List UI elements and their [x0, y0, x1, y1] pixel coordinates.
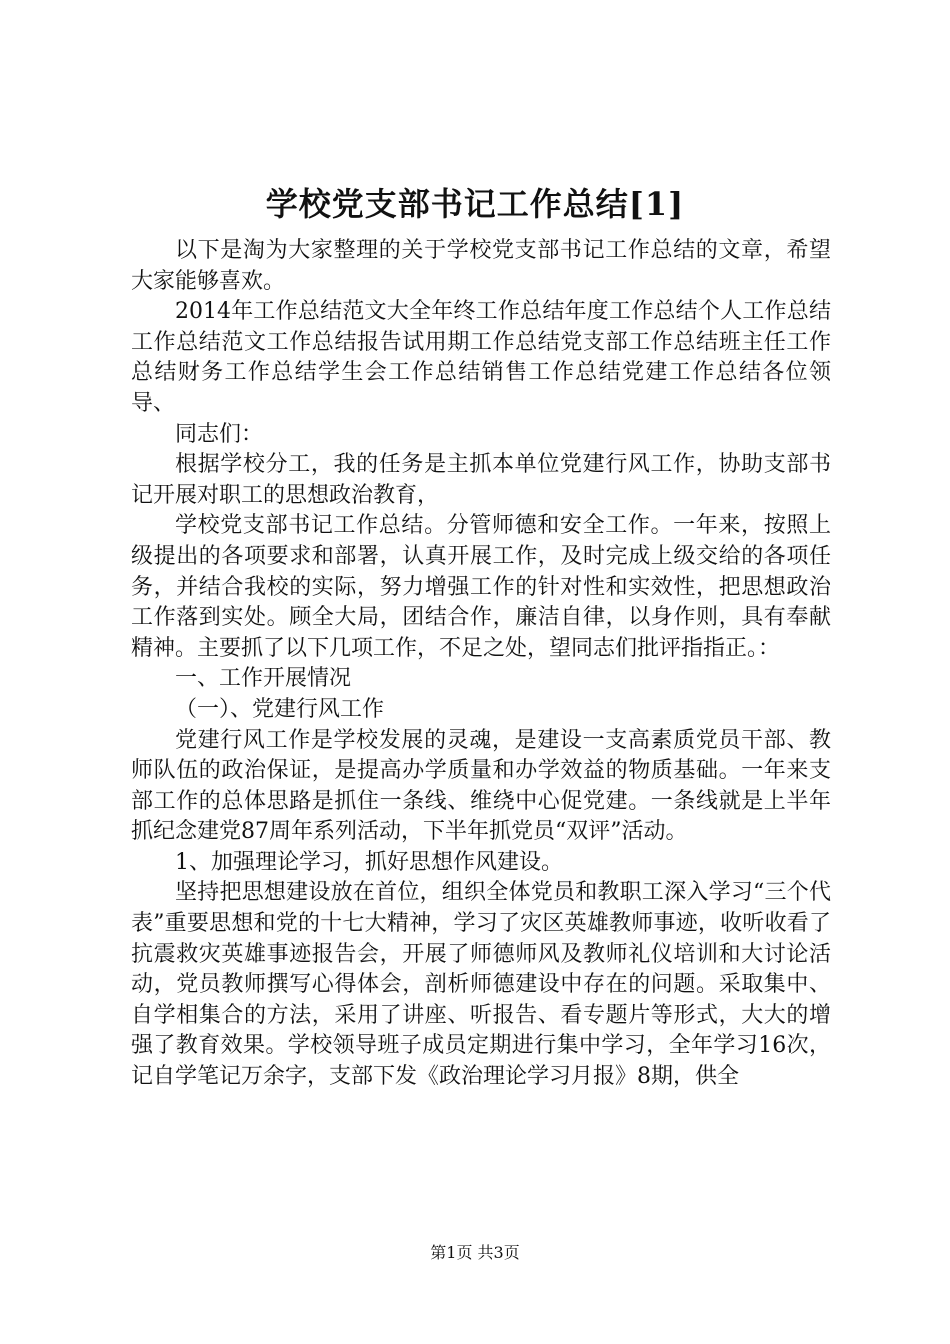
paragraph: 同志们：: [175, 421, 264, 447]
item-heading: 1、加强理论学习，抓好思想作风建设。: [175, 849, 563, 875]
paragraph: 坚持把思想建设放在首位，组织全体党员和教职工深入学习“三个代表”重要思想和党的十七大精神，学习了灾区英雄教师事迹，收听收看了抗震救灾英雄事迹报告会，开展了师德师风及教师礼仪培训和大讨论活动，党员教师撰写心得体会，剖析师德建设中存在的问题。采取集中、自学相集合的方法，采用了讲座、听报告、看专题片等形式，大大的增强了教育效果。学校领导班子成员定期进行集中学习，全年学习16次，记自学笔记万余字，支部下发《政治理论学习月报》8期，供全: [131, 880, 831, 1090]
paragraph: 根据学校分工，我的任务是主抓本单位党建行风工作，协助支部书记开展对职工的思想政治教育，: [131, 452, 831, 508]
paragraph: 2014年工作总结范文大全年终工作总结年度工作总结个人工作总结工作总结范文工作总结报告试用期工作总结党支部工作总结班主任工作总结财务工作总结学生会工作总结销售工作总结党建工作总结各位领导、: [131, 299, 831, 416]
subsection-heading: （一）、党建行风工作: [175, 696, 385, 722]
paragraph: 学校党支部书记工作总结。分管师德和安全工作。一年来，按照上级提出的各项要求和部署，认真开展工作，及时完成上级交给的各项任务，并结合我校的实际，努力增强工作的针对性和实效性，把思想政治工作落到实处。顾全大局，团结合作，廉洁自律，以身作则，具有奉献精神。主要抓了以下几项工作，不足之处，望同志们批评指指正。：: [131, 513, 831, 661]
document-title: 学校党支部书记工作总结[1]: [265, 185, 685, 223]
paragraph: 以下是淘为大家整理的关于学校党支部书记工作总结的文章，希望大家能够喜欢。: [131, 238, 831, 294]
section-heading: 一、工作开展情况: [175, 666, 352, 692]
paragraph: 党建行风工作是学校发展的灵魂，是建设一支高素质党员干部、教师队伍的政治保证，是提高办学质量和办学效益的物质基础。一年来支部工作的总体思路是抓住一条线、维绕中心促党建。一条线就是上半年抓纪念建党87周年系列活动，下半年抓党员“双评”活动。: [131, 727, 831, 845]
page-footer: 第1页 共3页: [430, 1243, 520, 1262]
document-body: [131, 236, 831, 1093]
